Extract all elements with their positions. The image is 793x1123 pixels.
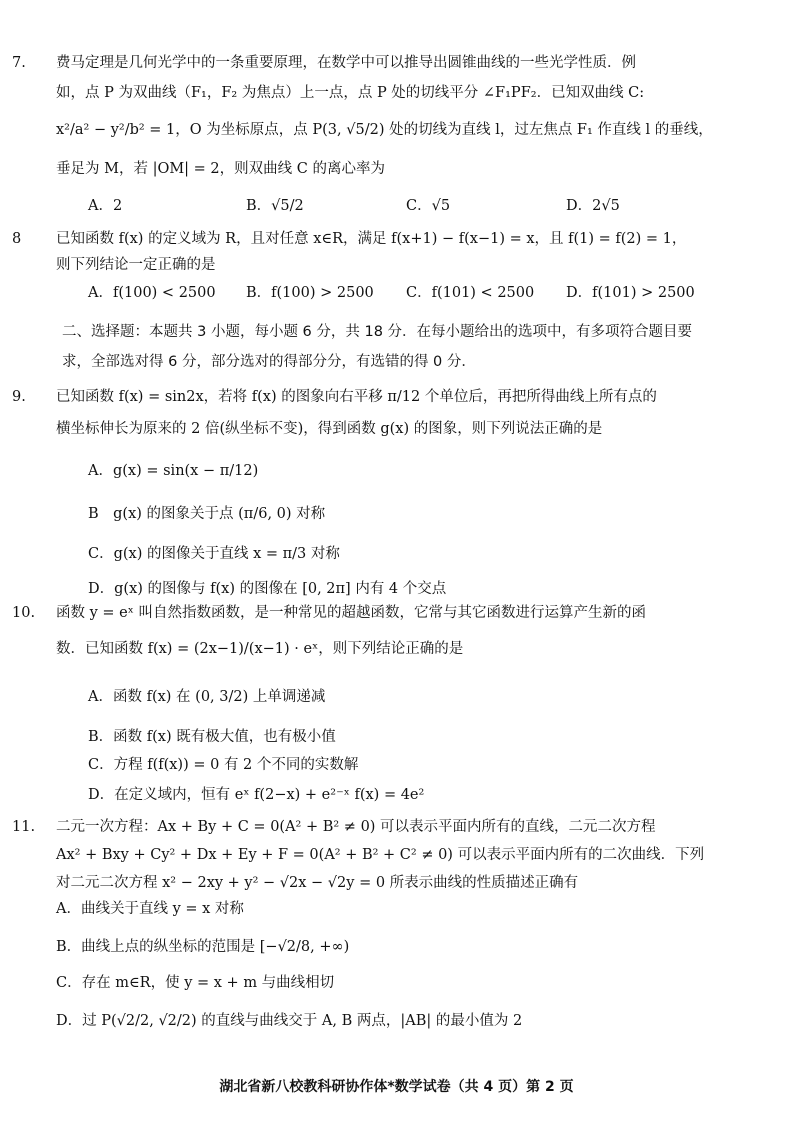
option-c: C．g(x) 的图像关于直线 x = π/3 对称 (88, 546, 340, 562)
question-number: 8 (12, 231, 22, 247)
option-d: D．2√5 (566, 198, 620, 214)
option-a: A．f(100) < 2500 (88, 285, 216, 301)
option-a: A．曲线关于直线 y = x 对称 (56, 901, 244, 917)
section-header (62, 320, 753, 374)
question-number: 9. (12, 389, 26, 405)
question-text: 数．已知函数 f(x) = (2x−1)/(x−1) · eˣ，则下列结论正确的是 (56, 641, 464, 657)
section-text: 求，全部选对得 6 分，部分选对的得部分分，有选错的得 0 分． (62, 354, 476, 370)
page-footer: 湖北省新八校教科研协作体*数学试卷（共 4 页）第 2 页 (219, 1079, 574, 1095)
question-text: 已知函数 f(x) = sin2x，若将 f(x) 的图象向右平移 π/12 个单位后，再把所得曲线上所有点的 (56, 389, 657, 405)
section-text: 二、选择题：本题共 3 小题，每小题 6 分，共 18 分．在每小题给出的选项中，有多项符合题目要 (62, 324, 693, 340)
option-c: C．√5 (406, 198, 451, 214)
option-d: D．g(x) 的图像与 f(x) 的图像在 [0, 2π] 内有 4 个交点 (88, 581, 447, 597)
question-number: 11. (12, 819, 36, 835)
question-text: 对二元二次方程 x² − 2xy + y² − √2x − √2y = 0 所表示曲线的性质描述正确有 (56, 875, 579, 891)
question-text: 则下列结论一定正确的是 (56, 257, 216, 273)
question-text: Ax² + Bxy + Cy² + Dx + Ey + F = 0(A² + B² + C² ≠ 0) 可以表示平面内所有的二次曲线．下列 (56, 847, 705, 863)
option-b: B g(x) 的图象关于点 (π/6, 0) 对称 (88, 506, 326, 522)
option-a: A．函数 f(x) 在 (0, 3/2) 上单调递减 (88, 689, 326, 705)
question-text: 已知函数 f(x) 的定义域为 R，且对任意 x∈R，满足 f(x+1) − f(x−1) = x，且 f(1) = f(2) = 1， (56, 231, 687, 247)
option-a: A．g(x) = sin(x − π/12) (88, 463, 259, 479)
option-d: D．f(101) > 2500 (566, 285, 695, 301)
option-c: C．存在 m∈R，使 y = x + m 与曲线相切 (56, 975, 335, 991)
option-d: D．在定义域内，恒有 eˣ f(2−x) + e²⁻ˣ f(x) = 4e² (88, 787, 425, 803)
option-c: C．f(101) < 2500 (406, 285, 535, 301)
option-b: B．曲线上点的纵坐标的范围是 [−√2/8, +∞) (56, 939, 350, 955)
question-number: 7. (12, 55, 26, 71)
question-text: 费马定理是几何光学中的一条重要原理，在数学中可以推导出圆锥曲线的一些光学性质．例 (56, 55, 636, 71)
question-text: 二元一次方程：Ax + By + C = 0(A² + B² ≠ 0) 可以表示平面内所有的直线，二元二次方程 (56, 819, 656, 835)
question-text: 函数 y = eˣ 叫自然指数函数，是一种常见的超越函数，它常与其它函数进行运算产生新的函 (56, 605, 647, 621)
question-text: 如，点 P 为双曲线（F₁，F₂ 为焦点）上一点，点 P 处的切线平分 ∠F₁PF₂．已知双曲线 C: (56, 85, 645, 101)
question-text: 横坐标伸长为原来的 2 倍(纵坐标不变)，得到函数 g(x) 的图象，则下列说法正确的是 (56, 421, 603, 437)
question-text: 垂足为 M，若 |OM| = 2，则双曲线 C 的离心率为 (56, 161, 385, 177)
option-d: D．过 P(√2/2, √2/2) 的直线与曲线交于 A, B 两点，|AB| 的最小值为 2 (56, 1013, 523, 1029)
option-b: B．函数 f(x) 既有极大值，也有极小值 (88, 729, 336, 745)
question-text: x²/a² − y²/b² = 1，O 为坐标原点，点 P(3, √5/2) 处的切线为直线 l，过左焦点 F₁ 作直线 l 的垂线， (56, 122, 713, 138)
question-number: 10. (12, 605, 36, 621)
option-b: B．√5/2 (246, 198, 304, 214)
option-a: A．2 (88, 198, 123, 214)
option-b: B．f(100) > 2500 (246, 285, 374, 301)
option-c: C．方程 f(f(x)) = 0 有 2 个不同的实数解 (88, 757, 359, 773)
